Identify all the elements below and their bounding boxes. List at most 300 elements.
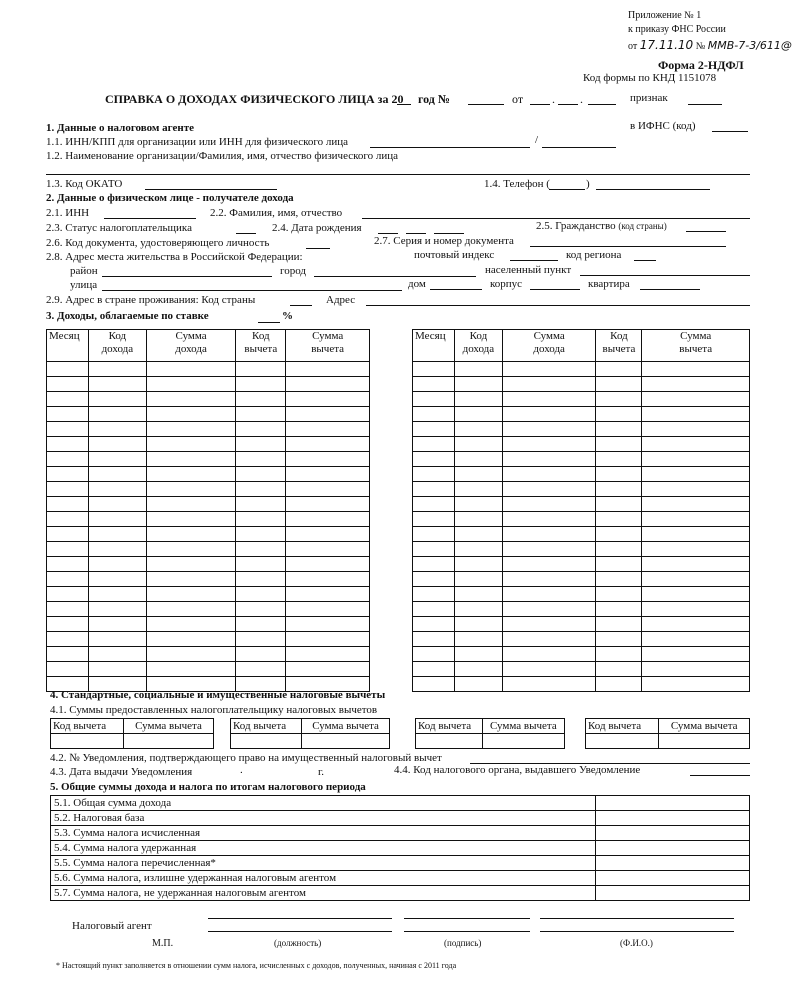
- title-number-field[interactable]: [468, 104, 504, 105]
- income-cell[interactable]: [454, 422, 502, 437]
- region-field[interactable]: [634, 260, 656, 261]
- ded-code-cell[interactable]: [416, 734, 483, 749]
- income-cell[interactable]: [413, 392, 455, 407]
- income-cell[interactable]: [502, 617, 596, 632]
- income-cell[interactable]: [47, 437, 89, 452]
- income-cell[interactable]: [596, 557, 642, 572]
- income-cell[interactable]: [642, 602, 750, 617]
- income-cell[interactable]: [47, 632, 89, 647]
- income-cell[interactable]: [88, 617, 146, 632]
- inn-field[interactable]: [370, 147, 530, 148]
- income-cell[interactable]: [47, 497, 89, 512]
- income-cell[interactable]: [88, 437, 146, 452]
- income-cell[interactable]: [146, 422, 236, 437]
- income-cell[interactable]: [236, 392, 286, 407]
- income-cell[interactable]: [642, 497, 750, 512]
- income-cell[interactable]: [502, 557, 596, 572]
- income-cell[interactable]: [146, 467, 236, 482]
- income-cell[interactable]: [236, 497, 286, 512]
- income-cell[interactable]: [88, 512, 146, 527]
- ded-code-cell[interactable]: [51, 734, 124, 749]
- income-cell[interactable]: [146, 647, 236, 662]
- totals-value[interactable]: [596, 856, 750, 871]
- income-cell[interactable]: [454, 587, 502, 602]
- income-cell[interactable]: [502, 362, 596, 377]
- income-cell[interactable]: [413, 572, 455, 587]
- income-cell[interactable]: [413, 647, 455, 662]
- income-cell[interactable]: [286, 392, 370, 407]
- signature-field[interactable]: [404, 931, 530, 932]
- income-cell[interactable]: [146, 617, 236, 632]
- income-cell[interactable]: [413, 677, 455, 692]
- income-cell[interactable]: [502, 377, 596, 392]
- income-cell[interactable]: [88, 467, 146, 482]
- income-cell[interactable]: [502, 647, 596, 662]
- income-row: [47, 512, 370, 527]
- income-row: [413, 407, 750, 422]
- income-cell[interactable]: [286, 467, 370, 482]
- income-cell[interactable]: [146, 407, 236, 422]
- income-cell[interactable]: [47, 542, 89, 557]
- income-cell[interactable]: [47, 602, 89, 617]
- income-cell[interactable]: [502, 602, 596, 617]
- income-cell[interactable]: [236, 467, 286, 482]
- income-cell[interactable]: [596, 662, 642, 677]
- income-cell[interactable]: [47, 647, 89, 662]
- income-cell[interactable]: [286, 602, 370, 617]
- income-cell[interactable]: [146, 452, 236, 467]
- income-cell[interactable]: [286, 362, 370, 377]
- totals-value[interactable]: [596, 826, 750, 841]
- income-cell[interactable]: [413, 542, 455, 557]
- income-cell[interactable]: [413, 497, 455, 512]
- income-cell[interactable]: [642, 467, 750, 482]
- totals-value[interactable]: [596, 796, 750, 811]
- priznak-field[interactable]: [688, 104, 722, 105]
- income-row: [413, 497, 750, 512]
- income-cell[interactable]: [88, 602, 146, 617]
- income-cell[interactable]: [642, 572, 750, 587]
- totals-value[interactable]: [596, 841, 750, 856]
- income-cell[interactable]: [642, 362, 750, 377]
- ded-sum-cell[interactable]: [482, 734, 564, 749]
- income-cell[interactable]: [286, 377, 370, 392]
- income-cell[interactable]: [454, 362, 502, 377]
- income-cell[interactable]: [146, 497, 236, 512]
- income-cell[interactable]: [642, 587, 750, 602]
- income-cell[interactable]: [413, 422, 455, 437]
- korpus-field[interactable]: [530, 289, 580, 290]
- income-cell[interactable]: [454, 482, 502, 497]
- income-cell[interactable]: [596, 482, 642, 497]
- f13-label: 1.3. Код ОКАТО: [46, 178, 123, 190]
- income-cell[interactable]: [236, 572, 286, 587]
- income-cell[interactable]: [146, 572, 236, 587]
- person-inn-field[interactable]: [104, 218, 196, 219]
- rate-field[interactable]: [258, 322, 280, 323]
- deduction-table-3: [415, 718, 565, 749]
- income-cell[interactable]: [146, 377, 236, 392]
- income-cell[interactable]: [642, 377, 750, 392]
- income-cell[interactable]: [502, 662, 596, 677]
- income-cell[interactable]: [596, 572, 642, 587]
- income-cell[interactable]: [286, 422, 370, 437]
- income-row: [47, 437, 370, 452]
- income-cell[interactable]: [502, 452, 596, 467]
- income-cell[interactable]: [454, 557, 502, 572]
- income-cell[interactable]: [88, 542, 146, 557]
- income-cell[interactable]: [88, 527, 146, 542]
- citizenship-field[interactable]: [686, 231, 726, 232]
- col-income-sum: Сумма дохода: [146, 330, 236, 362]
- income-cell[interactable]: [286, 437, 370, 452]
- income-cell[interactable]: [596, 407, 642, 422]
- income-cell[interactable]: [413, 467, 455, 482]
- income-cell[interactable]: [47, 482, 89, 497]
- income-cell[interactable]: [88, 587, 146, 602]
- income-cell[interactable]: [88, 392, 146, 407]
- income-cell[interactable]: [286, 617, 370, 632]
- income-cell[interactable]: [88, 647, 146, 662]
- income-cell[interactable]: [236, 512, 286, 527]
- income-cell[interactable]: [286, 587, 370, 602]
- income-cell[interactable]: [596, 422, 642, 437]
- income-cell[interactable]: [454, 377, 502, 392]
- income-cell[interactable]: [236, 587, 286, 602]
- income-cell[interactable]: [642, 437, 750, 452]
- income-cell[interactable]: [236, 632, 286, 647]
- income-cell[interactable]: [47, 422, 89, 437]
- sec5-header: 5. Общие суммы дохода и налога по итогам налогового периода: [50, 781, 366, 793]
- income-cell[interactable]: [88, 557, 146, 572]
- ded-code-cell[interactable]: [586, 734, 659, 749]
- income-cell[interactable]: [286, 527, 370, 542]
- income-row: [413, 512, 750, 527]
- income-cell[interactable]: [236, 602, 286, 617]
- income-cell[interactable]: [642, 452, 750, 467]
- income-cell[interactable]: [236, 482, 286, 497]
- nas-punkt-field[interactable]: [580, 275, 750, 276]
- income-cell[interactable]: [454, 617, 502, 632]
- income-cell[interactable]: [596, 587, 642, 602]
- income-cell[interactable]: [413, 557, 455, 572]
- rayon-field[interactable]: [102, 276, 272, 277]
- doc-code-field[interactable]: [306, 248, 330, 249]
- income-cell[interactable]: [596, 467, 642, 482]
- totals-row: [51, 871, 750, 886]
- income-cell[interactable]: [454, 572, 502, 587]
- dom-field[interactable]: [430, 289, 482, 290]
- income-cell[interactable]: [502, 422, 596, 437]
- income-cell[interactable]: [146, 392, 236, 407]
- income-cell[interactable]: [286, 557, 370, 572]
- income-cell[interactable]: [88, 482, 146, 497]
- income-cell[interactable]: [146, 482, 236, 497]
- income-cell[interactable]: [413, 377, 455, 392]
- income-cell[interactable]: [642, 512, 750, 527]
- income-row: [47, 602, 370, 617]
- income-cell[interactable]: [286, 632, 370, 647]
- income-cell[interactable]: [413, 632, 455, 647]
- income-cell[interactable]: [413, 452, 455, 467]
- gorod-field[interactable]: [314, 276, 476, 277]
- income-cell[interactable]: [47, 362, 89, 377]
- income-cell[interactable]: [236, 452, 286, 467]
- totals-label: 5.5. Сумма налога перечисленная*: [51, 856, 596, 871]
- income-cell[interactable]: [88, 572, 146, 587]
- income-cell[interactable]: [146, 437, 236, 452]
- income-cell[interactable]: [47, 662, 89, 677]
- status-field[interactable]: [236, 233, 256, 234]
- income-cell[interactable]: [642, 542, 750, 557]
- income-cell[interactable]: [236, 617, 286, 632]
- income-cell[interactable]: [47, 512, 89, 527]
- income-cell[interactable]: [502, 497, 596, 512]
- income-cell[interactable]: [454, 497, 502, 512]
- income-row: [413, 602, 750, 617]
- income-cell[interactable]: [454, 407, 502, 422]
- income-cell[interactable]: [236, 557, 286, 572]
- income-cell[interactable]: [88, 497, 146, 512]
- income-cell[interactable]: [413, 662, 455, 677]
- col-income-code: Код дохода: [88, 330, 146, 362]
- income-cell[interactable]: [236, 647, 286, 662]
- doc-number-field[interactable]: [530, 246, 726, 247]
- income-cell[interactable]: [286, 482, 370, 497]
- income-cell[interactable]: [413, 587, 455, 602]
- income-cell[interactable]: [596, 647, 642, 662]
- appendix-number: ММВ-7-3/611@: [707, 39, 792, 52]
- income-cell[interactable]: [642, 632, 750, 647]
- income-cell[interactable]: [642, 647, 750, 662]
- income-cell[interactable]: [454, 512, 502, 527]
- income-cell[interactable]: [88, 662, 146, 677]
- income-cell[interactable]: [642, 617, 750, 632]
- col-month-r: Месяц: [413, 330, 455, 362]
- income-row: [413, 362, 750, 377]
- phone-field[interactable]: [596, 189, 710, 190]
- sec3-header: 3. Доходы, облагаемые по ставке: [46, 310, 209, 322]
- income-cell[interactable]: [47, 467, 89, 482]
- f14-label: 1.4. Телефон (: [484, 178, 550, 190]
- income-cell[interactable]: [502, 512, 596, 527]
- income-cell[interactable]: [146, 527, 236, 542]
- income-cell[interactable]: [454, 632, 502, 647]
- income-cell[interactable]: [236, 437, 286, 452]
- income-row: [47, 557, 370, 572]
- kpp-field[interactable]: [542, 147, 616, 148]
- income-cell[interactable]: [236, 662, 286, 677]
- income-cell[interactable]: [47, 392, 89, 407]
- income-cell[interactable]: [88, 407, 146, 422]
- income-cell[interactable]: [236, 377, 286, 392]
- income-cell[interactable]: [88, 362, 146, 377]
- foreign-address-field[interactable]: [366, 305, 750, 306]
- income-cell[interactable]: [88, 452, 146, 467]
- ded-sum-header: Сумма вычета: [659, 719, 750, 734]
- income-cell[interactable]: [146, 662, 236, 677]
- income-cell[interactable]: [642, 557, 750, 572]
- ded-sum-cell[interactable]: [659, 734, 750, 749]
- income-cell[interactable]: [596, 542, 642, 557]
- ded-code-header: Код вычета: [586, 719, 659, 734]
- income-row: [47, 497, 370, 512]
- income-cell[interactable]: [236, 542, 286, 557]
- income-cell[interactable]: [502, 542, 596, 557]
- income-cell[interactable]: [236, 527, 286, 542]
- income-cell[interactable]: [596, 527, 642, 542]
- income-cell[interactable]: [596, 452, 642, 467]
- income-cell[interactable]: [146, 557, 236, 572]
- income-cell[interactable]: [146, 362, 236, 377]
- okato-field[interactable]: [145, 189, 277, 190]
- income-cell[interactable]: [596, 632, 642, 647]
- income-cell[interactable]: [286, 542, 370, 557]
- totals-row: [51, 826, 750, 841]
- income-cell[interactable]: [47, 617, 89, 632]
- income-cell[interactable]: [642, 407, 750, 422]
- income-cell[interactable]: [454, 647, 502, 662]
- income-cell[interactable]: [642, 422, 750, 437]
- income-cell[interactable]: [502, 467, 596, 482]
- totals-label: 5.6. Сумма налога, излишне удержанная налоговым агентом: [51, 871, 596, 886]
- income-cell[interactable]: [454, 392, 502, 407]
- income-cell[interactable]: [642, 677, 750, 692]
- income-cell[interactable]: [642, 482, 750, 497]
- income-cell[interactable]: [642, 527, 750, 542]
- income-cell[interactable]: [596, 617, 642, 632]
- income-cell[interactable]: [502, 527, 596, 542]
- income-cell[interactable]: [88, 632, 146, 647]
- income-cell[interactable]: [146, 632, 236, 647]
- fio-field[interactable]: [540, 931, 734, 932]
- income-cell[interactable]: [454, 452, 502, 467]
- kvartira-field[interactable]: [640, 289, 700, 290]
- income-cell[interactable]: [596, 602, 642, 617]
- income-row: [47, 587, 370, 602]
- income-cell[interactable]: [47, 557, 89, 572]
- income-cell[interactable]: [454, 437, 502, 452]
- income-cell[interactable]: [596, 497, 642, 512]
- income-cell[interactable]: [502, 632, 596, 647]
- sec2-header: 2. Данные о физическом лице - получателе дохода: [46, 192, 294, 204]
- org-name-field[interactable]: [46, 174, 750, 175]
- totals-value[interactable]: [596, 811, 750, 826]
- income-cell[interactable]: [88, 422, 146, 437]
- income-cell[interactable]: [413, 482, 455, 497]
- income-cell[interactable]: [286, 512, 370, 527]
- income-cell[interactable]: [146, 587, 236, 602]
- person-fio-field[interactable]: [362, 218, 750, 219]
- income-cell[interactable]: [502, 482, 596, 497]
- income-cell[interactable]: [236, 407, 286, 422]
- income-cell[interactable]: [502, 437, 596, 452]
- income-cell[interactable]: [596, 362, 642, 377]
- ded-sum-cell[interactable]: [123, 734, 213, 749]
- income-cell[interactable]: [642, 392, 750, 407]
- birth-date-field[interactable]: [434, 233, 464, 234]
- korpus-label: корпус: [490, 278, 523, 290]
- kvartira-label: квартира: [588, 278, 630, 290]
- country-code-field[interactable]: [290, 305, 312, 306]
- income-cell[interactable]: [286, 662, 370, 677]
- ulica-field[interactable]: [102, 290, 402, 291]
- sec1-header: 1. Данные о налоговом агенте: [46, 122, 195, 134]
- income-cell[interactable]: [146, 542, 236, 557]
- ded-sum-cell[interactable]: [302, 734, 390, 749]
- ded-code-cell[interactable]: [231, 734, 302, 749]
- income-cell[interactable]: [286, 497, 370, 512]
- income-cell[interactable]: [413, 512, 455, 527]
- income-cell[interactable]: [47, 377, 89, 392]
- income-cell[interactable]: [47, 587, 89, 602]
- income-cell[interactable]: [146, 602, 236, 617]
- income-cell[interactable]: [596, 677, 642, 692]
- income-cell[interactable]: [596, 377, 642, 392]
- income-cell[interactable]: [596, 437, 642, 452]
- income-cell[interactable]: [47, 572, 89, 587]
- income-cell[interactable]: [454, 527, 502, 542]
- ifns-field[interactable]: [712, 131, 748, 132]
- signature-caption: (подпись): [444, 938, 482, 948]
- income-cell[interactable]: [413, 437, 455, 452]
- income-row: [413, 422, 750, 437]
- income-cell[interactable]: [47, 407, 89, 422]
- income-cell[interactable]: [454, 662, 502, 677]
- income-cell[interactable]: [413, 602, 455, 617]
- income-cell[interactable]: [596, 512, 642, 527]
- f12-label: 1.2. Наименование организации/Фамилия, имя, отчество физического лица: [46, 150, 399, 162]
- income-cell[interactable]: [502, 587, 596, 602]
- income-cell[interactable]: [502, 407, 596, 422]
- income-cell[interactable]: [413, 527, 455, 542]
- income-cell[interactable]: [286, 407, 370, 422]
- income-cell[interactable]: [47, 452, 89, 467]
- position-field[interactable]: [208, 931, 392, 932]
- tax-office-code-field[interactable]: [690, 775, 750, 776]
- income-cell[interactable]: [286, 572, 370, 587]
- income-row: [413, 437, 750, 452]
- income-cell[interactable]: [502, 677, 596, 692]
- income-cell[interactable]: [413, 362, 455, 377]
- income-cell[interactable]: [454, 467, 502, 482]
- footnote: * Настоящий пункт заполняется в отношении сумм налога, исчисленных с доходов, полученных, начиная с 2011 года: [56, 961, 457, 970]
- income-cell[interactable]: [88, 377, 146, 392]
- income-cell[interactable]: [286, 452, 370, 467]
- mp-label: М.П.: [152, 938, 174, 949]
- income-cell[interactable]: [286, 647, 370, 662]
- income-cell[interactable]: [502, 572, 596, 587]
- income-cell[interactable]: [236, 362, 286, 377]
- income-cell[interactable]: [47, 527, 89, 542]
- income-cell[interactable]: [236, 422, 286, 437]
- title-from-label: от: [512, 92, 524, 106]
- income-row: [47, 647, 370, 662]
- title-year-label: год №: [418, 92, 450, 106]
- income-cell[interactable]: [596, 392, 642, 407]
- income-cell[interactable]: [642, 662, 750, 677]
- income-cell[interactable]: [454, 542, 502, 557]
- income-cell[interactable]: [146, 512, 236, 527]
- income-cell[interactable]: [454, 602, 502, 617]
- income-cell[interactable]: [413, 617, 455, 632]
- income-cell[interactable]: [502, 392, 596, 407]
- income-cell[interactable]: [413, 407, 455, 422]
- totals-value[interactable]: [596, 871, 750, 886]
- postal-field[interactable]: [510, 260, 558, 261]
- income-cell[interactable]: [454, 677, 502, 692]
- totals-value[interactable]: [596, 886, 750, 901]
